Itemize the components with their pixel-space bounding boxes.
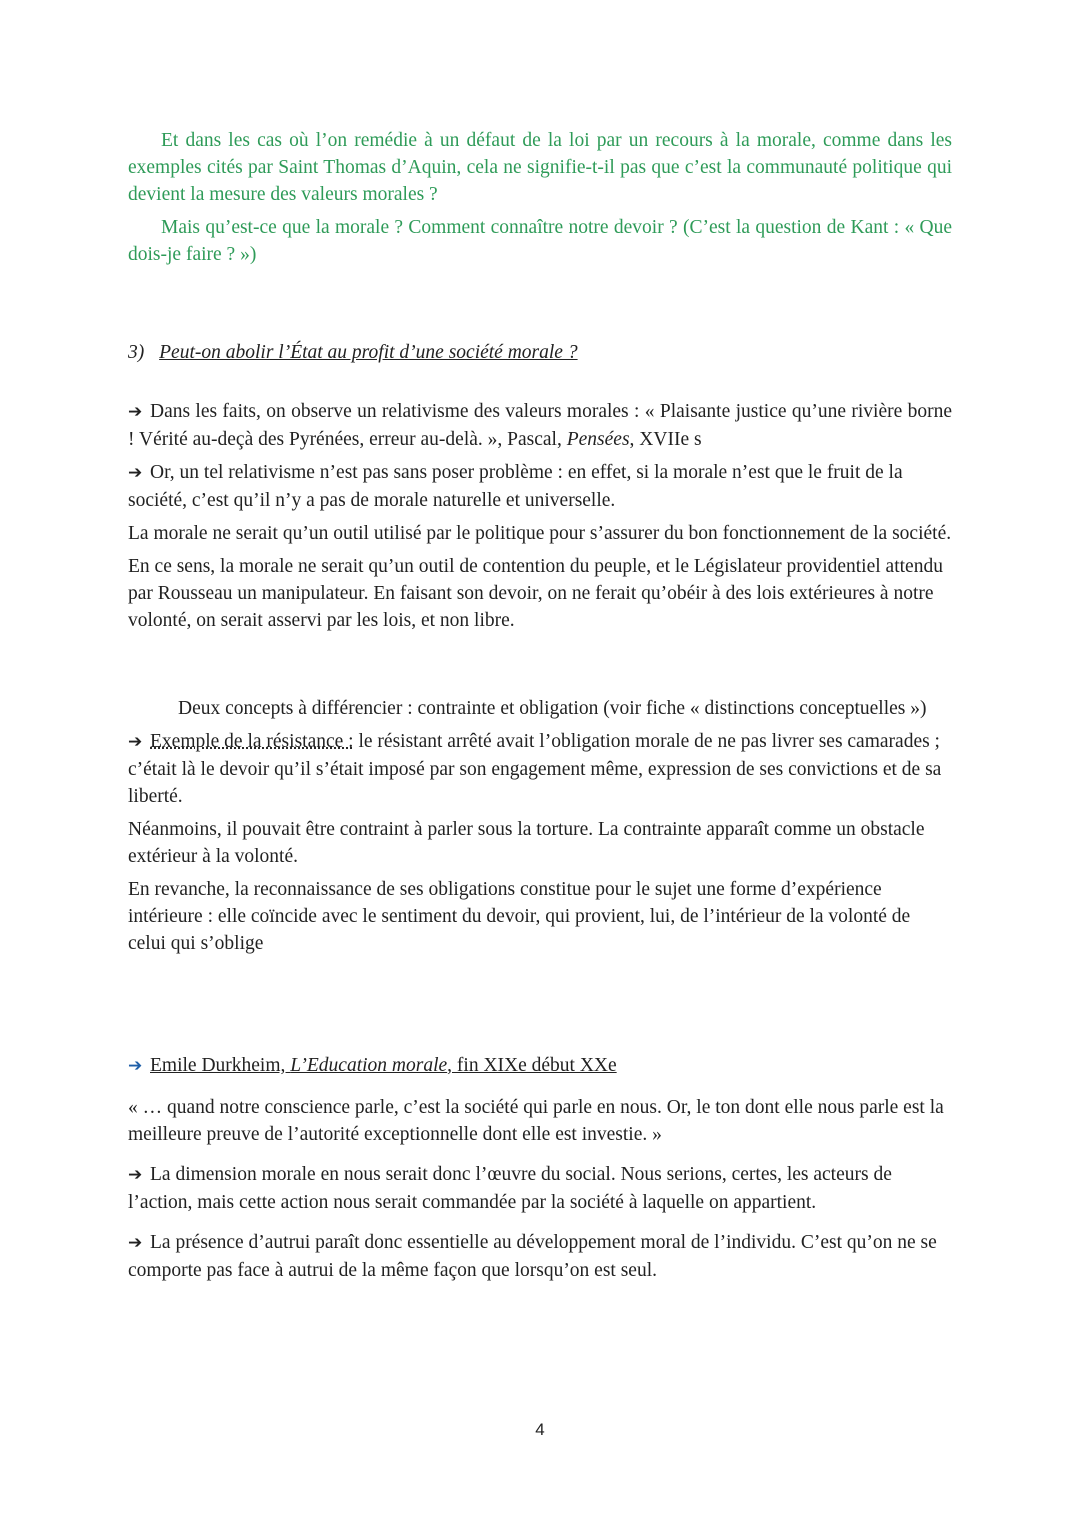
- durkheim-reference: Emile Durkheim, L’Education morale, fin XIXe début XXe: [150, 1055, 617, 1076]
- section-title: Peut-on abolir l’État au profit d’une société morale ?: [159, 342, 578, 363]
- work-title: Pensées: [566, 429, 630, 450]
- section-number: 3): [128, 342, 145, 363]
- page-number: 4: [535, 1420, 545, 1439]
- durkheim-body: [128, 1094, 952, 1284]
- intro-block: [128, 127, 952, 268]
- durkheim-quote: « … quand notre conscience parle, c’est la société qui parle en nous. Or, le ton dont elle nous parle est la meilleure preuve de l’autorité exceptionnelle dont elle est investie. »: [128, 1097, 944, 1145]
- resistance-example: ➔ Exemple de la résistance : le résistant arrêté avait l’obligation morale de ne pas livrer ses camarades ; c’était là le devoir qu’il s’était imposé par son engagement même, expression de ses convictions et de sa liberté.: [128, 731, 942, 807]
- intro-paragraph-1: Et dans les cas où l’on remédie à un défaut de la loi par un recours à la morale, comme dans les exemples cités par Saint Thomas d’Aquin, cela ne signifie-t-il pas que c’est la communauté politique qui devient la mesure des valeurs morales ?: [128, 130, 952, 205]
- problem-paragraph: ➔ Or, un tel relativisme n’est pas sans poser problème : en effet, si la morale n’est que le fruit de la société, c’est qu’il n’y a pas de morale naturelle et universelle.: [128, 462, 903, 511]
- intro-paragraph-2: Mais qu’est-ce que la morale ? Comment connaître notre devoir ? (C’est la question de Kant : « Que dois-je faire ? »): [128, 217, 952, 265]
- arrow-right-icon: ➔: [128, 402, 143, 422]
- relativism-paragraph: ➔ Dans les faits, on observe un relativisme des valeurs morales : « Plaisante justice qu’une rivière borne ! Vérité au-deçà des Pyrénées, erreur au-delà. », Pascal, Pensées, XVIIe s: [128, 401, 952, 450]
- section-heading: [128, 339, 952, 366]
- arrow-right-icon: ➔: [128, 463, 143, 483]
- section3-body: [128, 398, 952, 634]
- social-paragraph: ➔ La dimension morale en nous serait donc l’œuvre du social. Nous serions, certes, les acteurs de l’action, mais cette action nous serait commandée par la société à laquelle on appartient.: [128, 1164, 892, 1213]
- constraint-paragraph: Néanmoins, il pouvait être contraint à parler sous la torture. La contrainte apparaît comme un obstacle extérieur à la volonté.: [128, 819, 925, 867]
- arrow-right-icon: ➔: [128, 1233, 143, 1253]
- durkheim-heading: [128, 1052, 952, 1080]
- arrow-right-icon: ➔: [128, 1056, 143, 1076]
- obligation-paragraph: En revanche, la reconnaissance de ses obligations constitue pour le sujet une forme d’expérience intérieure : elle coïncide avec le sentiment du devoir, qui provient, lui, de l’intérieur de la volonté de celui qui s’oblige: [128, 879, 911, 954]
- concepts-intro: Deux concepts à différencier : contrainte et obligation (voir fiche « distinctions conceptuelles »): [178, 698, 927, 719]
- tool-paragraph: La morale ne serait qu’un outil utilisé par le politique pour s’assurer du bon fonctionnement de la société.: [128, 523, 952, 544]
- others-paragraph: ➔ La présence d’autrui paraît donc essentielle au développement moral de l’individu. C’est qu’on ne se comporte pas face à autrui de la même façon que lorsqu’on est seul.: [128, 1232, 937, 1281]
- arrow-right-icon: ➔: [128, 732, 143, 752]
- contention-paragraph: En ce sens, la morale ne serait qu’un outil de contention du peuple, et le Législateur providentiel attendu par Rousseau un manipulateur. En faisant son devoir, on ne ferait qu’obéir à des lois extérieures à notre volonté, on serait asservi par les lois, et non libre.: [128, 556, 943, 631]
- example-label: Exemple de la résistance :: [150, 731, 354, 752]
- arrow-right-icon: ➔: [128, 1165, 143, 1185]
- concepts-body: [128, 695, 952, 957]
